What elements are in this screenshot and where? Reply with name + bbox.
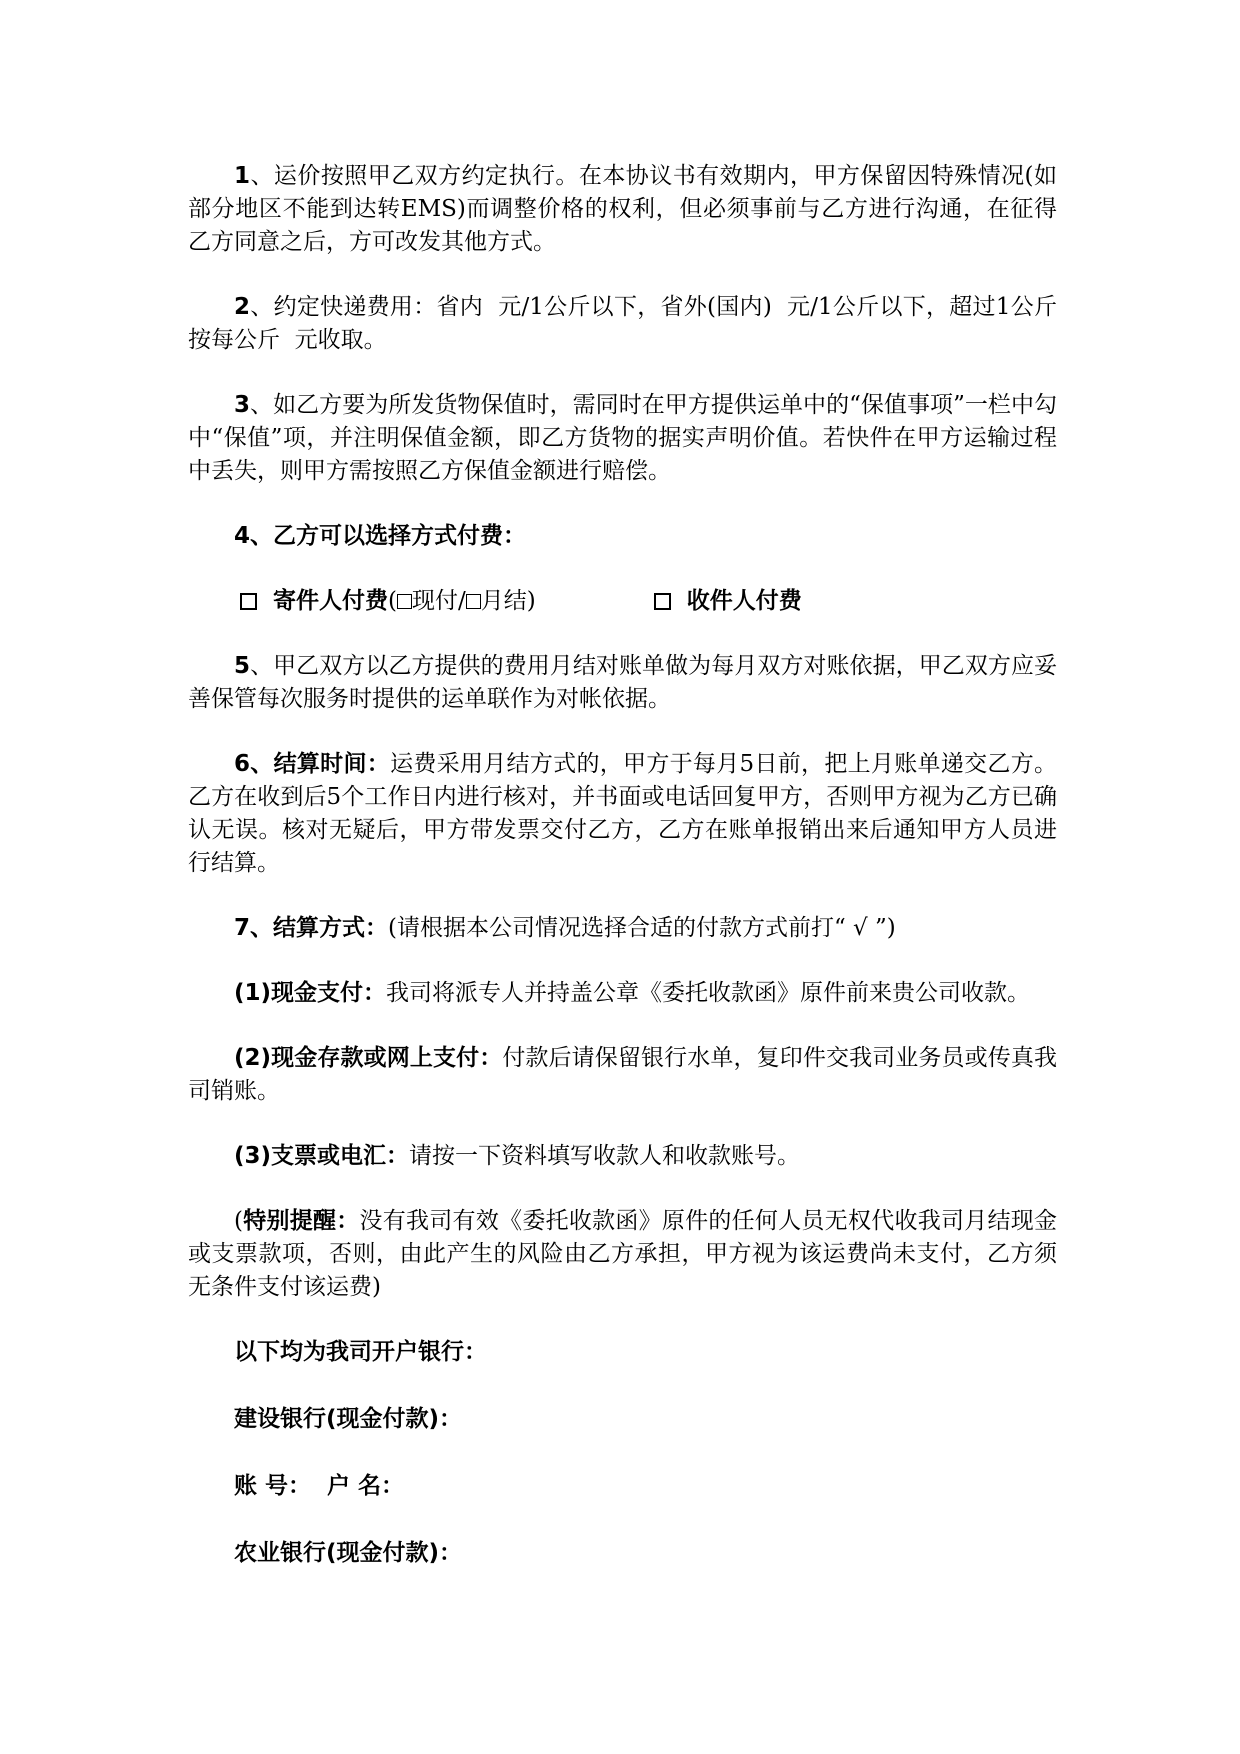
receiver-pays-option[interactable] (654, 585, 802, 618)
clause-5 (188, 650, 1057, 716)
method-1 (188, 977, 1057, 1010)
clause-2-number: 2 (234, 294, 251, 320)
method-3 (188, 1140, 1057, 1173)
special-reminder-heading: 特别提醒： (242, 1208, 360, 1234)
special-reminder-text: 没有我司有效《委托收款函》原件的任何人员无权代收我司月结现金或支票款项，否则，由此产生的风险由乙方承担，甲方视为该运费尚未支付，乙方须无条件支付该运费) (188, 1208, 1058, 1300)
bank-intro: 以下均为我司开户银行： (234, 1339, 487, 1365)
clause-5-number: 5 (234, 653, 251, 679)
clause-3-number: 3 (234, 392, 251, 418)
receiver-pays-label: 收件人付费 (686, 588, 802, 614)
method-2 (188, 1042, 1057, 1108)
clause-3-text: 、如乙方要为所发货物保值时，需同时在甲方提供运单中的“保值事项”一栏中勾中“保值”项，并注明保值金额，即乙方货物的据实声明价值。若快件在甲方运输过程中丢失，则甲方需按照乙方保值金额进行赔偿。 (188, 392, 1057, 484)
special-reminder (188, 1205, 1057, 1304)
clause-7-heading: 7、结算方式： (234, 915, 389, 941)
method-1-heading: (1)现金支付： (234, 980, 387, 1006)
sender-pays-option[interactable] (240, 585, 536, 618)
receiver-pays-checkbox-icon[interactable] (654, 593, 671, 610)
sender-pays-subopen: ( (388, 588, 397, 614)
sender-pays-label: 寄件人付费 (273, 588, 388, 614)
clause-1-text: 、运价按照甲乙双方约定执行。在本协议书有效期内，甲方保留因特殊情况(如部分地区不能到达转EMS)而调整价格的权利，但必须事前与乙方进行沟通，在征得乙方同意之后，方可改发其他方式。 (188, 163, 1057, 255)
clause-3 (188, 389, 1057, 488)
sender-pays-cash-label: 现付/ (411, 588, 466, 614)
sender-pays-checkbox-icon[interactable] (240, 593, 257, 610)
clause-6-heading: 6、结算时间： (234, 751, 391, 777)
sender-pays-monthly-label: 月结) (480, 588, 536, 614)
bank-ccb: 建设银行(现金付款)： (234, 1406, 463, 1432)
clause-7 (188, 912, 1057, 945)
method-2-text: 付款后请保留银行水单，复印件交我司业务员或传真我司销账。 (188, 1045, 1057, 1104)
clause-7-text: (请根据本公司情况选择合适的付款方式前打“ √ ”) (388, 915, 896, 941)
method-3-text: 请按一下资料填写收款人和收款账号。 (409, 1143, 801, 1169)
clause-2 (188, 291, 1057, 357)
clause-1 (188, 160, 1057, 259)
clause-6-text: 运费采用月结方式的，甲方于每月5日前，把上月账单递交乙方。乙方在收到后5个工作日内进行核对，并书面或电话回复甲方，否则甲方视为乙方已确认无误。核对无疑后，甲方带发票交付乙方，乙方在账单报销出来后通知甲方人员进行结算。 (188, 751, 1057, 876)
clause-1-number: 1 (234, 163, 251, 189)
clause-5-text: 、甲乙双方以乙方提供的费用月结对账单做为每月双方对账依据，甲乙双方应妥善保管每次服务时提供的运单联作为对帐依据。 (188, 653, 1057, 712)
special-reminder-open: ( (234, 1208, 243, 1234)
method-1-text: 我司将派专人并持盖公章《委托收款函》原件前来贵公司收款。 (386, 980, 1031, 1006)
method-2-heading: (2)现金存款或网上支付： (234, 1045, 503, 1071)
bank-abc: 农业银行(现金付款)： (234, 1540, 463, 1566)
bank-account-line: 账 号： 户 名： (234, 1473, 405, 1499)
clause-4-heading: 4、乙方可以选择方式付费： (234, 523, 527, 549)
payment-choices (188, 585, 1057, 618)
method-3-heading: (3)支票或电汇： (234, 1143, 410, 1169)
cash-checkbox-icon[interactable] (397, 594, 412, 609)
clause-2-text: 、约定快递费用：省内 元/1公斤以下，省外(国内) 元/1公斤以下，超过1公斤按每公斤 元收取。 (188, 294, 1057, 353)
clause-6 (188, 748, 1057, 880)
monthly-checkbox-icon[interactable] (466, 594, 481, 609)
